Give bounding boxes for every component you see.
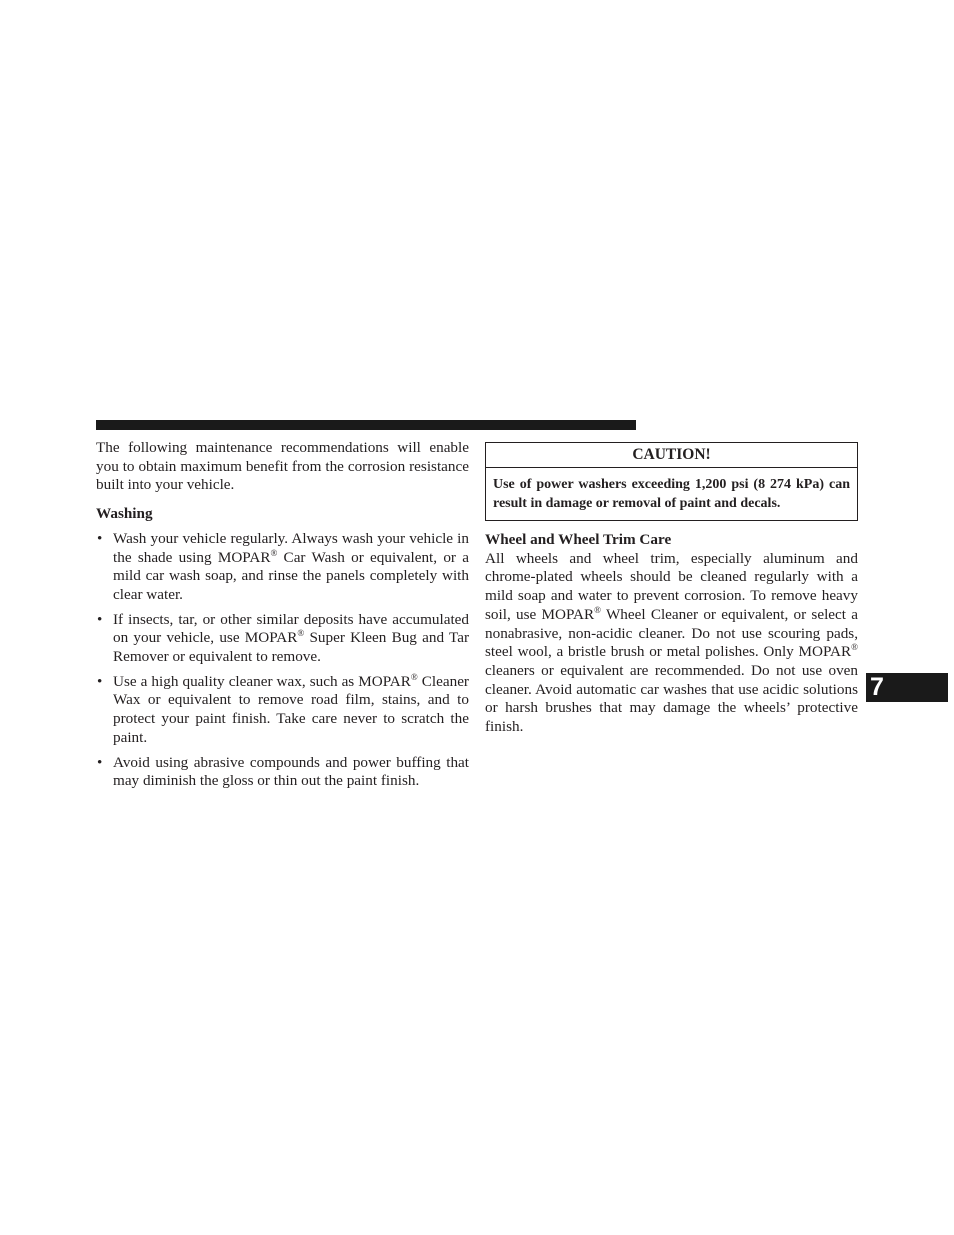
wheel-care-text: Wheel Cleaner or equivalent, or select a nonabrasive, non-acidic cleaner. Do not use scouring pads, steel wool, a bristle brush or metal polishes. Only MOPAR [485, 605, 859, 661]
registered-mark: ® [851, 642, 858, 653]
list-item-text: Avoid using abrasive compounds and power buffing that may diminish the gloss or thin out the paint finish. [113, 753, 469, 790]
caution-text: Use of power washers exceeding 1,200 psi (8 274 kPa) can result in damage or removal of paint and decals. [493, 477, 850, 511]
chapter-tab: 7 [866, 673, 948, 702]
registered-mark: ® [410, 671, 418, 682]
bullet-icon: • [97, 529, 103, 547]
registered-mark: ® [270, 547, 278, 558]
caution-box [485, 442, 858, 521]
bullet-icon: • [97, 610, 103, 628]
bullet-icon: • [97, 753, 103, 771]
wheel-care-paragraph [485, 550, 858, 737]
list-item [96, 673, 469, 748]
left-column [96, 439, 469, 797]
registered-mark: ® [297, 628, 305, 639]
list-item [96, 611, 469, 667]
list-item-text: Use a high quality cleaner wax, such as MOPAR [113, 672, 411, 690]
right-column [485, 442, 858, 737]
list-item-text: Car Wash or equivalent, or a mild car wash soap, and rinse the panels completely with clear water. [113, 548, 469, 603]
washing-list [96, 530, 469, 791]
list-item-text: Wash your vehicle regularly. Always wash your vehicle in the shade using MOPAR [113, 529, 469, 566]
registered-mark: ® [594, 604, 601, 615]
list-item-text: Super Kleen Bug and Tar Remover or equivalent to remove. [113, 629, 469, 666]
intro-paragraph: The following maintenance recommendations will enable you to obtain maximum benefit from the corrosion resistance built into your vehicle. [96, 439, 469, 494]
list-item [96, 754, 469, 791]
bullet-icon: • [97, 672, 103, 690]
list-item [96, 530, 469, 605]
section-divider-bar [96, 420, 636, 430]
wheel-care-heading: Wheel and Wheel Trim Care [485, 531, 672, 548]
wheel-care-text: All wheels and wheel trim, especially aluminum and chrome-plated wheels should be cleaned regularly with a mild soap and water to prevent corrosion. To remove heavy soil, use MOPAR [485, 549, 858, 623]
caution-title: CAUTION! [486, 443, 857, 468]
list-item-text: If insects, tar, or other similar deposits have accumulated on your vehicle, use MOPAR [113, 610, 469, 647]
list-item-text: Cleaner Wax or equivalent to remove road film, stains, and to protect your paint finish. Take care never to scratch the paint. [113, 672, 469, 746]
washing-heading: Washing [96, 505, 153, 523]
wheel-care-text: cleaners or equivalent are recommended. Do not use oven cleaner. Avoid automatic car washes that use acidic solutions or harsh brushes that may damage the wheels’ protective finish. [485, 661, 858, 736]
